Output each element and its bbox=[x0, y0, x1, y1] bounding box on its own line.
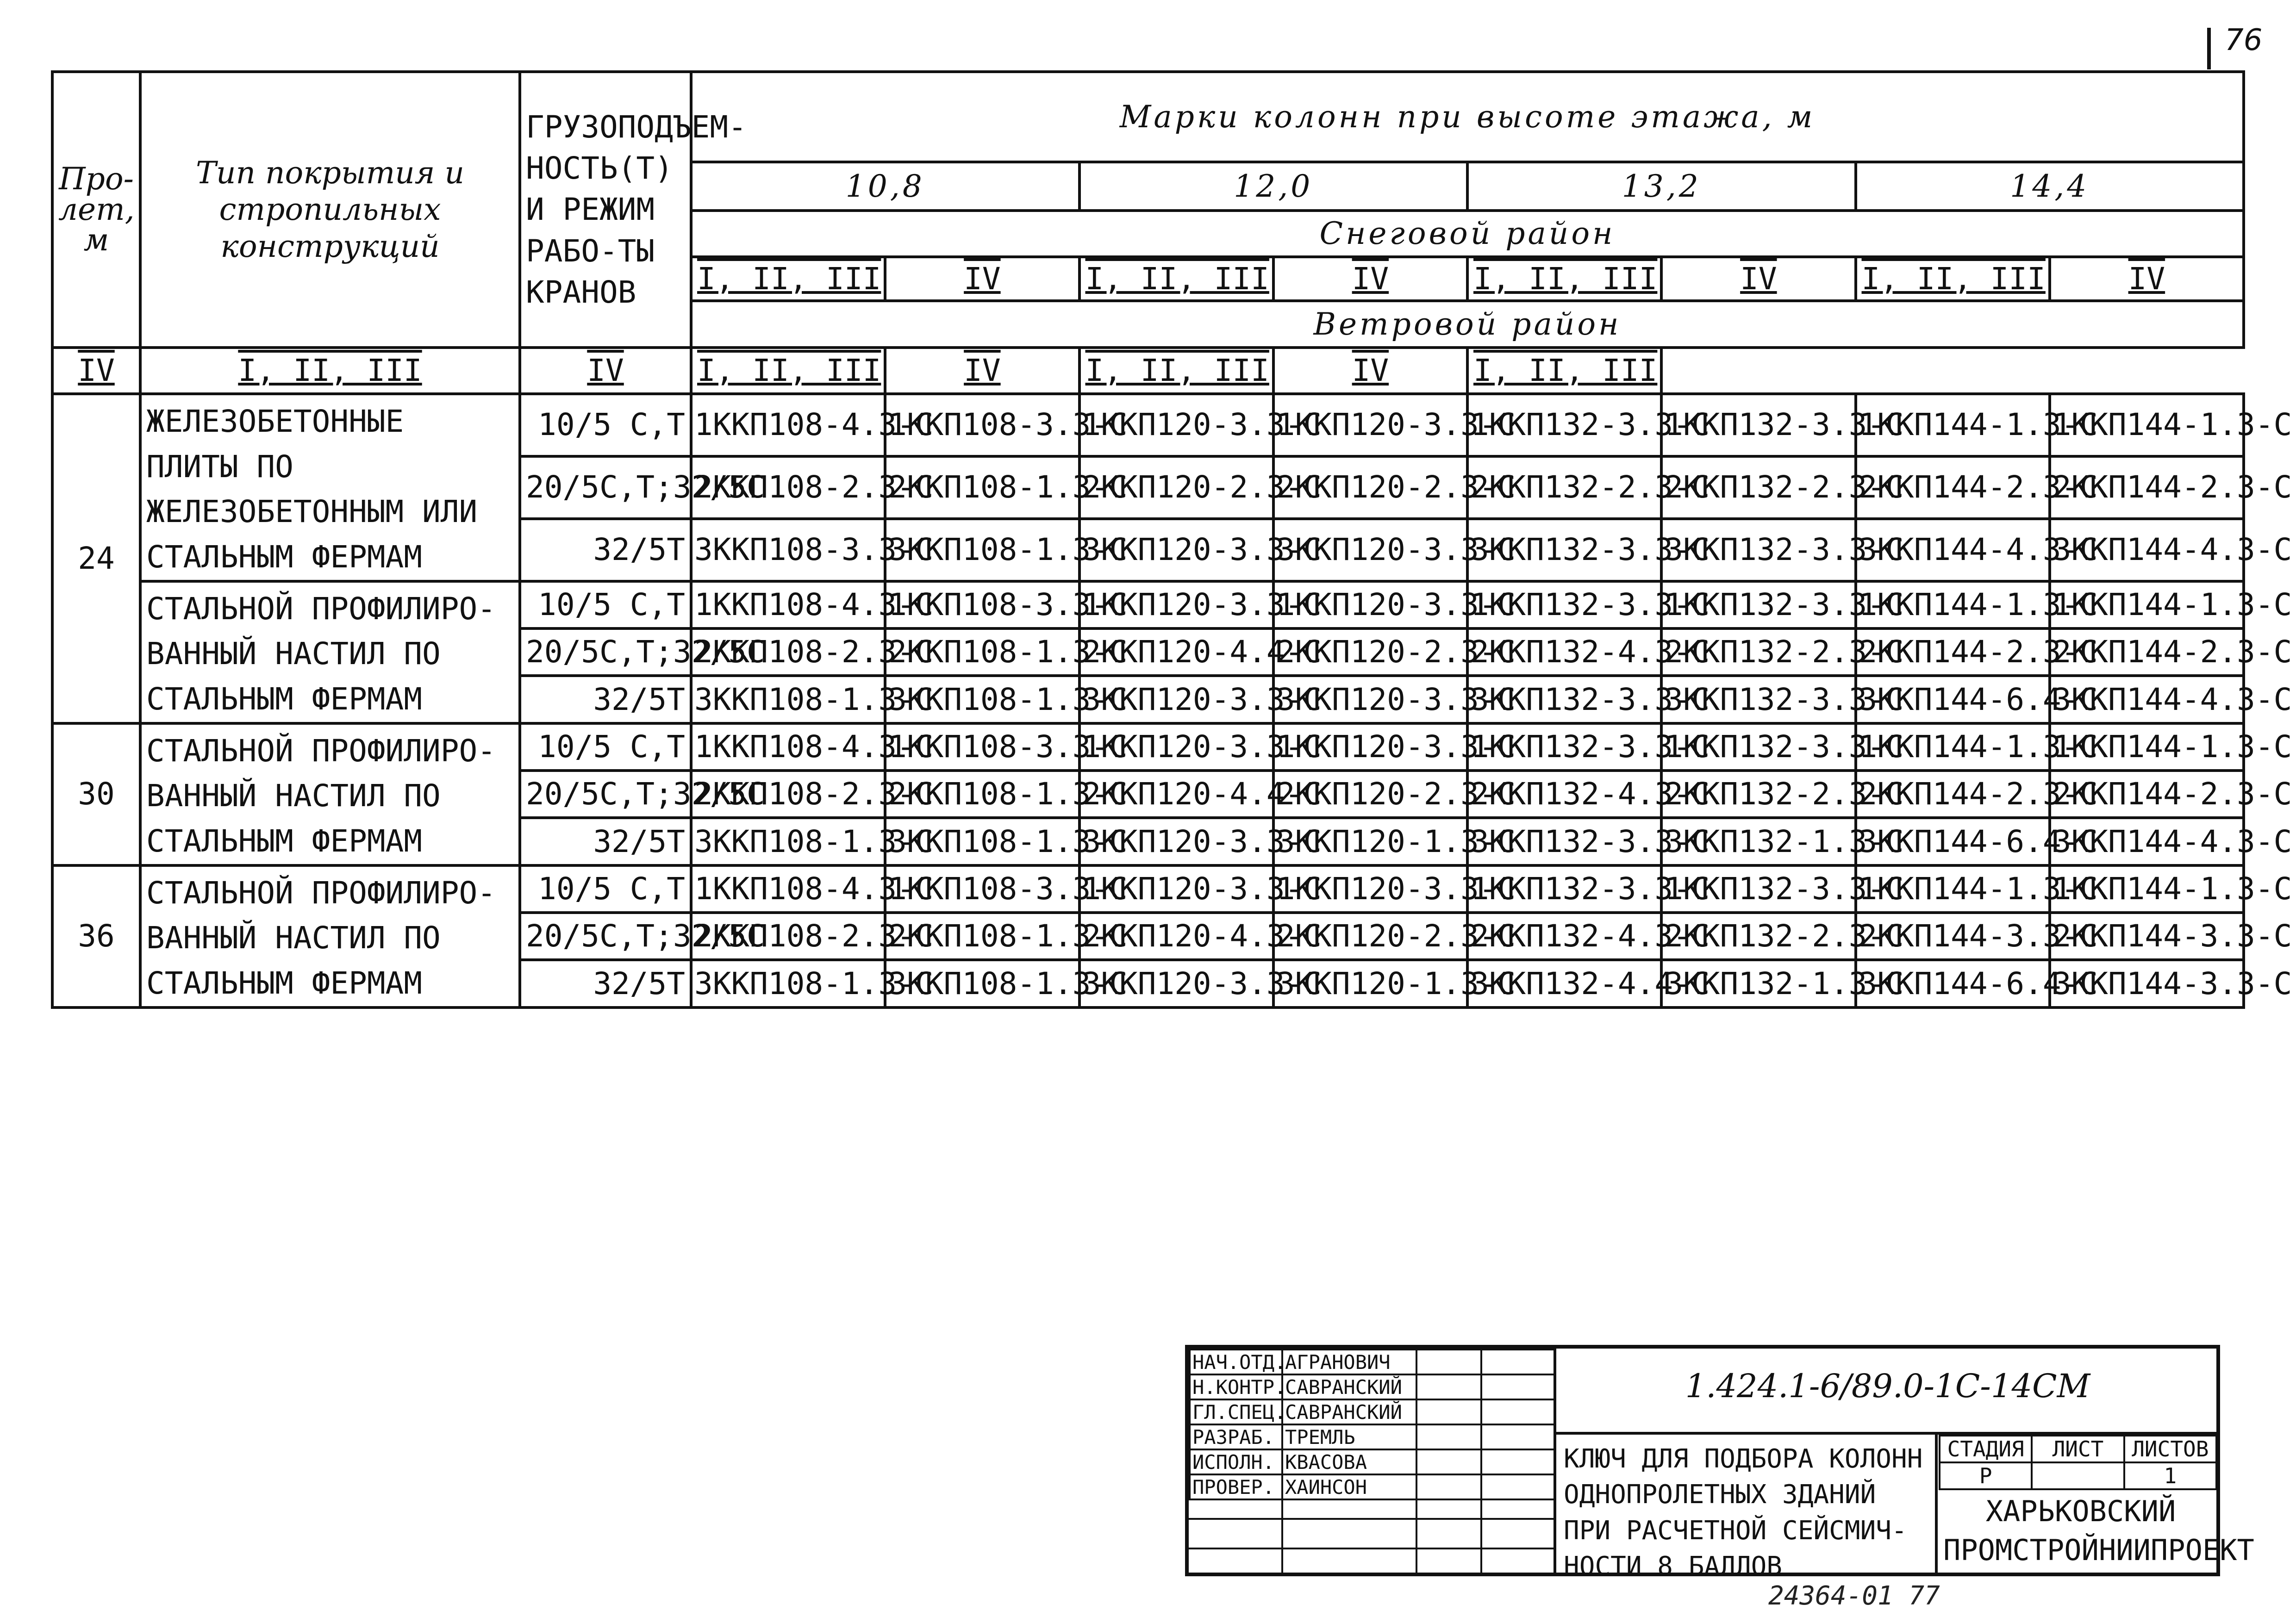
column-mark-cell: 1ККП108-3.3-С bbox=[885, 865, 1079, 913]
snow-title: Снеговой район bbox=[691, 211, 2244, 257]
wind-region-cell: I, II, III bbox=[1079, 348, 1273, 394]
signature-row bbox=[1190, 1449, 1554, 1474]
signature-date bbox=[1481, 1399, 1554, 1424]
signature-name: АГРАНОВИЧ bbox=[1282, 1349, 1416, 1374]
column-mark-cell: 3ККП144-6.4-С bbox=[1856, 676, 2050, 723]
column-mark-cell: 3ККП120-3.3-С bbox=[1079, 519, 1273, 581]
crane-capacity-cell: 32/5Т bbox=[520, 960, 691, 1007]
column-mark-cell: 1ККП120-3.3-С bbox=[1079, 865, 1273, 913]
stage-label: СТАДИЯ bbox=[1940, 1436, 2032, 1462]
stage-value: Р bbox=[1940, 1462, 2032, 1489]
column-mark-cell: 2ККП132-2.3-С bbox=[1661, 628, 1855, 676]
floor-height-cell: 14,4 bbox=[1856, 162, 2244, 211]
wind-title: Ветровой район bbox=[691, 301, 2244, 348]
column-mark-cell: 2ККП120-2.3-С bbox=[1079, 456, 1273, 519]
column-mark-cell: 2ККП120-4.3-С bbox=[1079, 913, 1273, 960]
column-mark-cell: 2ККП132-4.3-С bbox=[1467, 913, 1661, 960]
snow-region-cell: I, II, III bbox=[1467, 257, 1661, 301]
signature-role: РАЗРАБ. bbox=[1190, 1424, 1282, 1449]
column-mark-cell: 3ККП132-3.3-С bbox=[1467, 818, 1661, 865]
column-mark-cell: 2ККП144-3.3-С bbox=[2050, 913, 2244, 960]
column-mark-cell: 3ККП108-1.3-С bbox=[691, 818, 885, 865]
column-mark-cell: 1ККП120-3.3-С bbox=[1079, 394, 1273, 456]
archive-number: 24364-01 77 bbox=[1768, 1581, 1940, 1611]
column-mark-cell: 1ККП120-3.3-С bbox=[1273, 394, 1467, 456]
column-mark-cell: 2ККП144-2.3-С bbox=[2050, 771, 2244, 818]
column-mark-cell: 3ККП144-4.3-С bbox=[2050, 818, 2244, 865]
signature-blank-rows bbox=[1189, 1490, 1554, 1576]
column-mark-cell: 3ККП144-4.3-С bbox=[2050, 519, 2244, 581]
column-mark-cell: 1ККП132-3.3-С bbox=[1661, 865, 1855, 913]
column-mark-cell: 1ККП108-4.3-С bbox=[691, 723, 885, 771]
column-mark-cell: 1ККП108-4.3-С bbox=[691, 865, 885, 913]
wind-region-cell: IV bbox=[1273, 348, 1467, 394]
column-mark-cell: 3ККП108-3.3-С bbox=[691, 519, 885, 581]
cover-type-header: Тип покрытия и стропильных конструкций bbox=[140, 72, 520, 348]
column-mark-cell: 2ККП108-2.3-С bbox=[691, 771, 885, 818]
crane-capacity-cell: 10/5 С,Т bbox=[520, 581, 691, 628]
snow-region-cell: I, II, III bbox=[691, 257, 885, 301]
column-mark-cell: 1ККП144-1.3-С bbox=[2050, 865, 2244, 913]
signature-date bbox=[1481, 1349, 1554, 1374]
span-value: 36 bbox=[52, 865, 140, 1007]
column-mark-cell: 2ККП120-2.3-С bbox=[1273, 456, 1467, 519]
column-mark-cell: 1ККП108-4.3-С bbox=[691, 581, 885, 628]
signature-role: ГЛ.СПЕЦ. bbox=[1190, 1399, 1282, 1424]
floor-height-cell: 12,0 bbox=[1079, 162, 1468, 211]
sheet-value bbox=[2032, 1462, 2124, 1489]
stamp-divider bbox=[1554, 1349, 1556, 1576]
cover-type-cell: СТАЛЬНОЙ ПРОФИЛИРО-ВАННЫЙ НАСТИЛ ПО СТАЛЬНЫМ ФЕРМАМ bbox=[140, 723, 520, 865]
column-mark-cell: 2ККП108-2.3-С bbox=[691, 913, 885, 960]
column-mark-cell: 3ККП120-3.3-С bbox=[1079, 818, 1273, 865]
page-number-bar bbox=[2207, 28, 2211, 69]
document-code: 1.424.1-6/89.0-1С-14СМ bbox=[1685, 1367, 2090, 1405]
table-row bbox=[52, 581, 2244, 628]
column-mark-cell: 1ККП132-3.3-С bbox=[1661, 394, 1855, 456]
column-mark-cell: 1ККП144-1.3-С bbox=[2050, 581, 2244, 628]
snow-region-cell: I, II, III bbox=[1079, 257, 1273, 301]
column-mark-cell: 3ККП120-3.3-С bbox=[1273, 519, 1467, 581]
crane-capacity-cell: 10/5 С,Т bbox=[520, 865, 691, 913]
column-mark-cell: 2ККП144-2.3-С bbox=[1856, 771, 2050, 818]
column-mark-cell: 3ККП132-3.3-С bbox=[1467, 676, 1661, 723]
column-mark-cell: 1ККП108-3.3-С bbox=[885, 723, 1079, 771]
table-row bbox=[52, 723, 2244, 771]
column-mark-cell: 1ККП144-1.3-С bbox=[1856, 723, 2050, 771]
column-mark-cell: 3ККП144-4.3-С bbox=[1856, 519, 2050, 581]
sheets-label: ЛИСТОВ bbox=[2124, 1436, 2216, 1462]
table-row bbox=[52, 394, 2244, 456]
wind-region-cell: I, II, III bbox=[691, 348, 885, 394]
crane-capacity-cell: 10/5 С,Т bbox=[520, 394, 691, 456]
column-mark-cell: 3ККП120-1.3-С bbox=[1273, 818, 1467, 865]
column-mark-cell: 1ККП120-3.3-С bbox=[1079, 723, 1273, 771]
snow-region-cell: IV bbox=[885, 257, 1079, 301]
title-block bbox=[1185, 1345, 2254, 1581]
signature-name: ТРЕМЛЬ bbox=[1282, 1424, 1416, 1449]
column-mark-cell: 3ККП132-4.4-С bbox=[1467, 960, 1661, 1007]
column-mark-cell: 2ККП120-4.4-С bbox=[1079, 628, 1273, 676]
sheets-value: 1 bbox=[2124, 1462, 2216, 1489]
signature-sign bbox=[1416, 1399, 1481, 1424]
column-mark-cell: 1ККП120-3.3-С bbox=[1273, 723, 1467, 771]
column-mark-cell: 2ККП144-2.3-С bbox=[1856, 628, 2050, 676]
column-mark-cell: 3ККП108-1.3-С bbox=[885, 519, 1079, 581]
signature-sign bbox=[1416, 1424, 1481, 1449]
signature-name: КВАСОВА bbox=[1282, 1449, 1416, 1474]
signature-row bbox=[1190, 1349, 1554, 1374]
signature-date bbox=[1481, 1449, 1554, 1474]
span-value: 24 bbox=[52, 394, 140, 723]
column-mark-cell: 3ККП108-1.3-С bbox=[885, 676, 1079, 723]
column-mark-cell: 3ККП144-6.4-С bbox=[1856, 960, 2050, 1007]
span-header: Про- лет, м bbox=[52, 72, 140, 348]
column-mark-cell: 2ККП132-4.3-С bbox=[1467, 771, 1661, 818]
column-mark-cell: 1ККП132-3.3-С bbox=[1467, 865, 1661, 913]
column-mark-cell: 2ККП132-4.3-С bbox=[1467, 628, 1661, 676]
column-mark-cell: 2ККП108-1.3-С bbox=[885, 628, 1079, 676]
table-row bbox=[52, 865, 2244, 913]
column-mark-cell: 2ККП108-1.3-С bbox=[885, 771, 1079, 818]
sheet-label: ЛИСТ bbox=[2032, 1436, 2124, 1462]
column-mark-cell: 1ККП144-1.3-С bbox=[1856, 394, 2050, 456]
column-mark-cell: 3ККП108-1.3-С bbox=[885, 960, 1079, 1007]
wind-region-cell: IV bbox=[520, 348, 691, 394]
column-mark-cell: 3ККП132-3.3-С bbox=[1661, 676, 1855, 723]
column-mark-cell: 3ККП120-3.3-С bbox=[1273, 676, 1467, 723]
crane-capacity-cell: 32/5Т bbox=[520, 519, 691, 581]
column-mark-cell: 1ККП144-1.3-С bbox=[2050, 723, 2244, 771]
column-mark-cell: 1ККП132-3.3-С bbox=[1467, 394, 1661, 456]
column-mark-cell: 3ККП144-6.4-С bbox=[1856, 818, 2050, 865]
column-mark-cell: 3ККП108-1.3-С bbox=[691, 676, 885, 723]
wind-region-cell: IV bbox=[885, 348, 1079, 394]
wind-region-cell: IV bbox=[52, 348, 140, 394]
column-mark-cell: 3ККП120-3.3-С bbox=[1079, 960, 1273, 1007]
cover-type-cell: ЖЕЛЕЗОБЕТОННЫЕ ПЛИТЫ ПО ЖЕЛЕЗОБЕТОННЫМ ИЛИ СТАЛЬНЫМ ФЕРМАМ bbox=[140, 394, 520, 581]
snow-region-cell: IV bbox=[1273, 257, 1467, 301]
title-divider bbox=[1935, 1432, 1938, 1576]
crane-capacity-cell: 32/5Т bbox=[520, 818, 691, 865]
table-body bbox=[52, 394, 2292, 1007]
column-mark-cell: 2ККП144-3.3-С bbox=[1856, 913, 2050, 960]
signature-date bbox=[1481, 1424, 1554, 1449]
organization-name: ХАРЬКОВСКИЙ ПРОМСТРОЙНИИПРОЕКТ bbox=[1943, 1494, 2254, 1567]
signature-role: ПРОВЕР. bbox=[1190, 1474, 1282, 1499]
signature-row bbox=[1190, 1424, 1554, 1449]
column-mark-cell: 2ККП132-2.3-С bbox=[1467, 456, 1661, 519]
column-mark-cell: 1ККП108-3.3-С bbox=[885, 394, 1079, 456]
marks-title: Марки колонн при высоте этажа, м bbox=[691, 72, 2244, 162]
column-mark-cell: 1ККП120-3.3-С bbox=[1079, 581, 1273, 628]
column-mark-cell: 1ККП144-1.3-С bbox=[2050, 394, 2244, 456]
column-mark-cell: 3ККП108-1.3-С bbox=[885, 818, 1079, 865]
column-mark-cell: 1ККП120-3.3-С bbox=[1273, 865, 1467, 913]
column-mark-cell: 2ККП108-2.3-С bbox=[691, 456, 885, 519]
column-mark-cell: 3ККП132-1.3-С bbox=[1661, 960, 1855, 1007]
crane-capacity-cell: 32/5Т bbox=[520, 676, 691, 723]
column-selection-table bbox=[51, 70, 2292, 1009]
column-mark-cell: 3ККП120-1.3-С bbox=[1273, 960, 1467, 1007]
stage-table bbox=[1939, 1435, 2217, 1490]
wind-region-row bbox=[52, 348, 2244, 394]
crane-header: ГРУЗОПОДЪЕМ-НОСТЬ(Т) И РЕЖИМ РАБО-ТЫ КРАНОВ bbox=[520, 72, 691, 348]
column-mark-cell: 1ККП108-4.3-С bbox=[691, 394, 885, 456]
column-mark-cell: 1ККП132-3.3-С bbox=[1661, 581, 1855, 628]
column-mark-cell: 3ККП132-3.3-С bbox=[1661, 519, 1855, 581]
cover-type-cell: СТАЛЬНОЙ ПРОФИЛИРО-ВАННЫЙ НАСТИЛ ПО СТАЛЬНЫМ ФЕРМАМ bbox=[140, 865, 520, 1007]
column-mark-cell: 2ККП144-2.3-С bbox=[1856, 456, 2050, 519]
crane-capacity-cell: 20/5С,Т;32/5С bbox=[520, 771, 691, 818]
column-mark-cell: 2ККП120-4.4-С bbox=[1079, 771, 1273, 818]
signature-sign bbox=[1416, 1349, 1481, 1374]
column-mark-cell: 3ККП132-3.3-С bbox=[1467, 519, 1661, 581]
crane-capacity-cell: 10/5 С,Т bbox=[520, 723, 691, 771]
signature-date bbox=[1481, 1374, 1554, 1399]
column-mark-cell: 3ККП108-1.3-С bbox=[691, 960, 885, 1007]
crane-capacity-cell: 20/5С,Т;32/5С bbox=[520, 913, 691, 960]
snow-region-cell: I, II, III bbox=[1856, 257, 2050, 301]
signature-table bbox=[1189, 1349, 1555, 1500]
signature-name: САВРАНСКИЙ bbox=[1282, 1399, 1416, 1424]
signature-name: САВРАНСКИЙ bbox=[1282, 1374, 1416, 1399]
signature-sign bbox=[1416, 1374, 1481, 1399]
column-mark-cell: 2ККП132-2.3-С bbox=[1661, 456, 1855, 519]
floor-height-cell: 13,2 bbox=[1467, 162, 1856, 211]
column-mark-cell: 1ККП132-3.3-С bbox=[1467, 723, 1661, 771]
column-mark-cell: 2ККП144-2.3-С bbox=[2050, 456, 2244, 519]
column-mark-cell: 1ККП132-3.3-С bbox=[1467, 581, 1661, 628]
column-mark-cell: 1ККП132-3.3-С bbox=[1661, 723, 1855, 771]
signature-role: НАЧ.ОТД. bbox=[1190, 1349, 1282, 1374]
column-mark-cell: 3ККП120-3.3-С bbox=[1079, 676, 1273, 723]
column-mark-cell: 2ККП108-1.3-С bbox=[885, 456, 1079, 519]
span-value: 30 bbox=[52, 723, 140, 865]
column-mark-cell: 2ККП132-2.3-С bbox=[1661, 771, 1855, 818]
cover-type-cell: СТАЛЬНОЙ ПРОФИЛИРО-ВАННЫЙ НАСТИЛ ПО СТАЛЬНЫМ ФЕРМАМ bbox=[140, 581, 520, 723]
wind-region-cell: I, II, III bbox=[140, 348, 520, 394]
column-mark-cell: 3ККП132-1.3-С bbox=[1661, 818, 1855, 865]
column-mark-cell: 2ККП132-2.3-С bbox=[1661, 913, 1855, 960]
page-number: 76 bbox=[2225, 23, 2263, 57]
column-mark-cell: 3ККП144-4.3-С bbox=[2050, 676, 2244, 723]
column-mark-cell: 1ККП144-1.3-С bbox=[1856, 581, 2050, 628]
signature-row bbox=[1190, 1399, 1554, 1424]
crane-capacity-cell: 20/5С,Т;32/5С bbox=[520, 628, 691, 676]
wind-region-cell: I, II, III bbox=[1467, 348, 1661, 394]
column-mark-cell: 1ККП108-3.3-С bbox=[885, 581, 1079, 628]
column-mark-cell: 2ККП120-2.3-С bbox=[1273, 913, 1467, 960]
snow-region-cell: IV bbox=[2050, 257, 2244, 301]
column-mark-cell: 2ККП144-2.3-С bbox=[2050, 628, 2244, 676]
column-mark-cell: 2ККП120-2.3-С bbox=[1273, 628, 1467, 676]
signature-sign bbox=[1416, 1449, 1481, 1474]
document-title: КЛЮЧ ДЛЯ ПОДБОРА КОЛОНН ОДНОПРОЛЕТНЫХ ЗДАНИЙ ПРИ РАСЧЕТНОЙ СЕЙСМИЧ- НОСТИ 8 БАЛЛОВ bbox=[1564, 1444, 1923, 1581]
crane-capacity-cell: 20/5С,Т;32/5С bbox=[520, 456, 691, 519]
column-mark-cell: 1ККП120-3.3-С bbox=[1273, 581, 1467, 628]
column-mark-cell: 2ККП108-2.3-С bbox=[691, 628, 885, 676]
column-mark-cell: 1ККП144-1.3-С bbox=[1856, 865, 2050, 913]
signature-name: ХАИНСОН bbox=[1282, 1474, 1416, 1499]
column-mark-cell: 3ККП144-3.3-С bbox=[2050, 960, 2244, 1007]
signature-row bbox=[1190, 1374, 1554, 1399]
floor-height-cell: 10,8 bbox=[691, 162, 1079, 211]
signature-role: ИСПОЛН. bbox=[1190, 1449, 1282, 1474]
column-mark-cell: 2ККП108-1.3-С bbox=[885, 913, 1079, 960]
snow-region-cell: IV bbox=[1661, 257, 1855, 301]
signature-role: Н.КОНТР. bbox=[1190, 1374, 1282, 1399]
column-mark-cell: 2ККП120-2.3-С bbox=[1273, 771, 1467, 818]
